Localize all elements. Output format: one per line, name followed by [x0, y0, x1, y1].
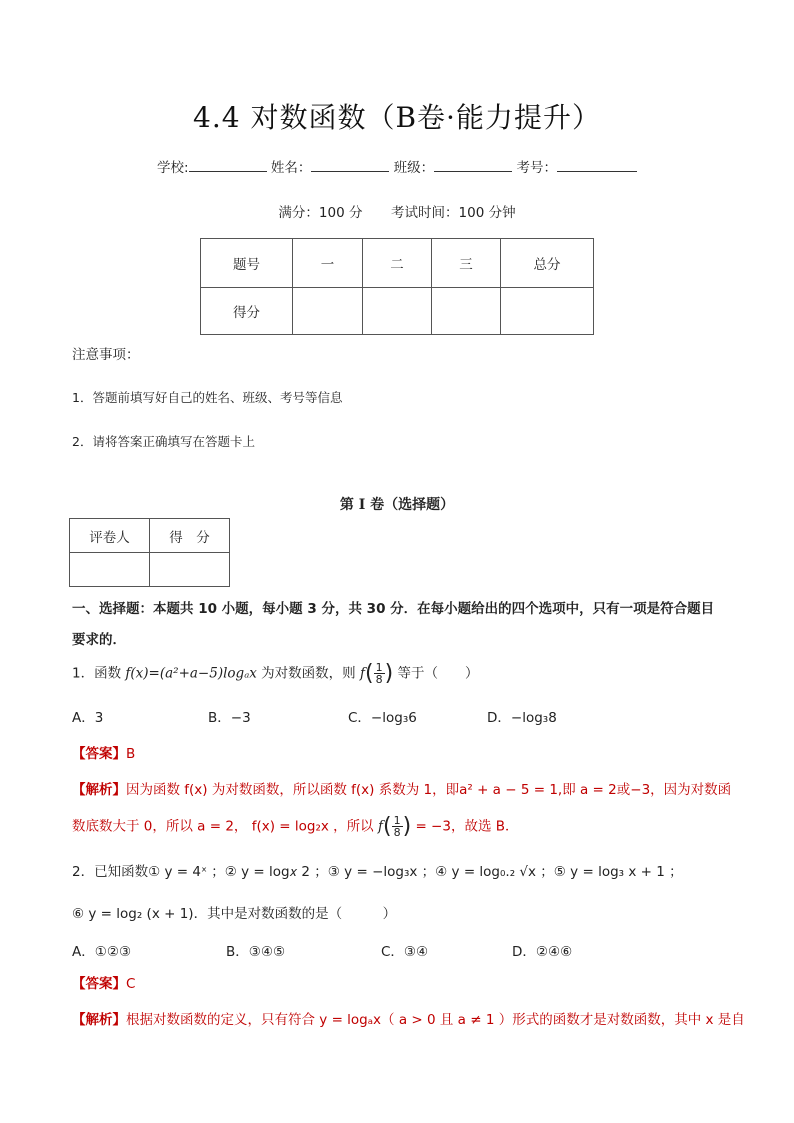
notes-heading: 注意事项：	[72, 347, 140, 363]
part1-heading: 一、选择题：本题共 10 小题，每小题 3 分，共 30 分．在每小题给出的四个选项中，只有一项是符合题目	[72, 601, 715, 617]
option-d: D．②④⑥	[512, 944, 573, 960]
analysis-tag: 【解析】	[72, 1012, 126, 1028]
option-b: B．③④⑤	[226, 944, 286, 960]
answer-tag: 【答案】	[72, 976, 126, 992]
answer-value: C	[126, 976, 136, 992]
answer-tag: 【答案】	[72, 746, 126, 762]
question-2-line2: ⑥ y = log₂ (x + 1)．其中是对数函数的是（ ）	[72, 906, 397, 922]
question-2-line1: 2．已知函数① y = 4ˣ ；② y = log𝑥 2 ；③ y = −log₃x ；④ y = log₀.₂ √x ；⑤ y = log₃ x + 1 ；	[72, 864, 683, 880]
fraction: $\frac{1}{8}$	[393, 814, 401, 839]
option-d: D．−log₃8	[487, 710, 557, 726]
section-title: 第 I 卷（选择题）	[339, 497, 455, 513]
part1-heading-cont: 要求的．	[72, 632, 126, 648]
score-header: 一	[293, 239, 363, 288]
score-header: 三	[432, 239, 501, 288]
option-b: B．−3	[208, 710, 251, 726]
option-c: C．③④	[381, 944, 429, 960]
note-item: 2．请将答案正确填写在答题卡上	[72, 434, 255, 449]
grader-header: 得 分	[150, 519, 230, 553]
score-header: 二	[363, 239, 432, 288]
class-blank	[434, 159, 512, 172]
school-blank	[189, 159, 267, 172]
score-table	[200, 238, 594, 335]
full-score: 满分：100 分	[278, 205, 363, 221]
score-row-label: 得分	[201, 288, 293, 335]
option-c: C．−log₃6	[348, 710, 417, 726]
number-label: 考号：	[516, 160, 557, 176]
q2-analysis-line1: 【解析】根据对数函数的定义，只有符合 y = logₐx（ a > 0 且 a ≠ 1 ）形式的函数才是对数函数，其中 x 是自	[72, 1012, 745, 1028]
name-blank	[311, 159, 389, 172]
grader-cell	[70, 553, 150, 587]
score-header: 题号	[201, 239, 293, 288]
question-1: 1．函数 f(x)=(a²+a−5)logₐx 为对数函数，则 f( $\frac{1}{8}$ ) 等于（ ）	[72, 661, 479, 686]
fraction: $\frac{1}{8}$	[375, 661, 383, 686]
score-cell	[501, 288, 594, 335]
grader-table	[69, 518, 230, 587]
q2-answer	[72, 972, 135, 992]
student-info-line	[0, 156, 794, 176]
q1-function: f(x)=(a²+a−5)logₐx	[125, 665, 257, 682]
grader-cell	[150, 553, 230, 587]
q1-analysis-line2: 数底数大于 0，所以 a = 2， f(x) = log₂x ，所以 f( $\frac{1}{8}$ ) = −3，故选 B．	[72, 814, 519, 839]
note-item: 1．答题前填写好自己的姓名、班级、考号等信息	[72, 390, 343, 405]
class-label: 班级：	[393, 160, 435, 176]
grader-header: 评卷人	[70, 519, 150, 553]
answer-value: B	[126, 746, 136, 762]
option-a: A．①②③	[72, 944, 132, 960]
school-label: 学校:	[157, 160, 189, 176]
option-a: A．3	[72, 710, 104, 726]
score-cell	[363, 288, 432, 335]
name-label: 姓名：	[270, 160, 312, 176]
score-cell	[432, 288, 501, 335]
page-title: 4.4 对数函数（B卷·能力提升）	[193, 101, 601, 134]
q1-answer	[72, 742, 135, 762]
number-blank	[557, 159, 637, 172]
score-info-line	[0, 201, 794, 221]
score-header: 总分	[501, 239, 594, 288]
score-cell	[293, 288, 363, 335]
exam-time: 考试时间：100 分钟	[391, 205, 516, 221]
q1-analysis-line1: 【解析】因为函数 f(x) 为对数函数，所以函数 f(x) 系数为 1，即a² + a − 5 = 1,即 a = 2或−3，因为对数函	[72, 782, 732, 798]
analysis-tag: 【解析】	[72, 782, 126, 798]
